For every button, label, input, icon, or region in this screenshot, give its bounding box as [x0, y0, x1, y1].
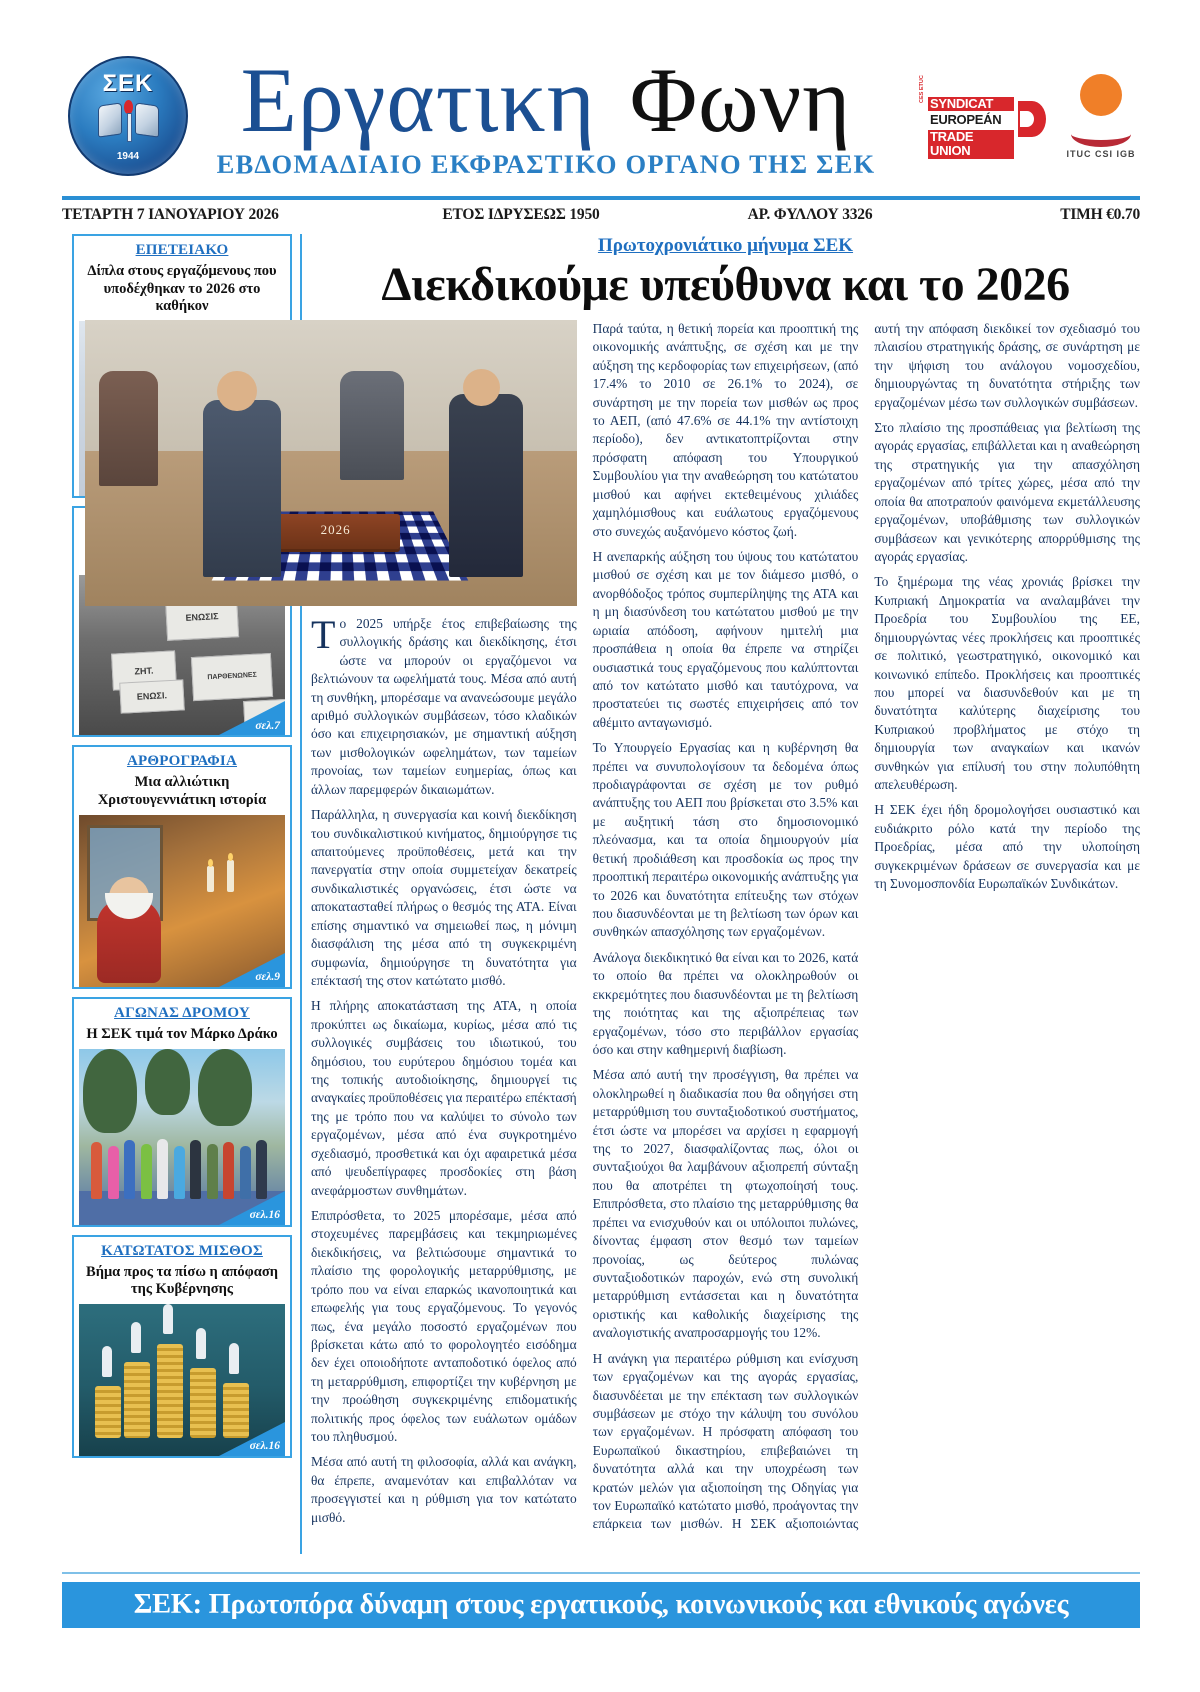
etuc-vertical-label: CES ETUC: [919, 75, 925, 103]
ituc-dot-icon: [1080, 74, 1122, 116]
article-body-columns: [311, 320, 1140, 1542]
article-paragraph: Μέσα από αυτή την προσέγγιση, θα πρέπει να ολοκληρωθεί η διαδικασία που θα οδηγήσει στη μεταρρύθμιση του συνταξιοδοτικού συστήματος, έτσι ώστε να μπορέσει να αρχίσει η εφαρμογή της το 2027, διασφαλίζοντας πως, όλοι οι συνταξιούχοι θα λαμβάνουν αξιοπρεπή σύνταξη που θα αποτρέπει τη φτωχοποίησή τους. Επιπρόσθετα, στο πλαίσιο της μεταρρύθμισης θα πρέπει να ενισχυθούν και οι υπόλοιποι πυλώνες, δίνοντας έμφαση στον θεσμό των ταμείων προνοίας, ως δεύτερος πυλώνας συνταξιοδοτικών παροχών, ενώ στη συνολική μεταρρύθμιση εντάσσεται και η δυνατότητα οριστικής και καθολικής διαχείρισης της αναλογιστικής αναπροσαρμογής του 12%.: [592, 1067, 859, 1341]
christmas-story-illustration: [79, 815, 285, 987]
teaser-card[interactable]: [72, 997, 292, 1227]
article-paragraph: Η ανάγκη για περαιτέρω ρύθμιση και ενίσχυση των εργαζομένων και της αγοράς εργασίας, διασυνδέεται με την επέκταση των συλλογικών συμβάσεων με στόχο την κάλυψη του συνόλου των εργαζομένων. Η πρόσφατη απόφαση του Ευρωπαϊκού δικαστηρίου, επιβεβαιώνει τη δυνατότητα αλλά και την υποχρέωση των κρατών μελών για αξιοποίηση της Οδηγίας για τον Ευρωπαϊκό κατώτατο μισθό, προάγοντας την επάρκεια των μισθών. Η ΣΕΚ αξιοποιώντας αυτή την απόφαση διεκδικεί τον σχεδιασμό του πλαισίου στρατηγικής δράσης, σε συνάρτηση με την ψήφιση του ανάλογου νομοσχεδίου, δημιουργώντας τη δυνατότητα στήριξης των εργαζομένων μέσω των συλλογικών συμβάσεων.: [592, 320, 1140, 1532]
article-paragraph: Παρά ταύτα, η θετική πορεία και προοπτική της οικονομικής ανάπτυξης, σε σχέση και με την αύξηση της κερδοφορίας των επιχειρήσεων, (από 17.4% το 2010 σε 26.1% το 2024), σε συνάρτηση με την πορεία των μισθών ως προς το ΑΕΠ, (από 47.6% σε 44.1% την αντίστοιχη περίοδο), δεν αντικατοπτρίζονται στην πρόσφατη απόφαση του Υπουργικού Συμβουλίου για την αναθεώρηση του κατώτατου μισθού και αφήνει εκτεθειμένους χιλιάδες χαμηλόμισθους και ευάλωτους εργαζόμενους στο συνεχώς αυξανόμενο κόστος ζωή.: [592, 320, 859, 539]
road-race-runners-photo: [79, 1049, 285, 1225]
article-paragraph: Στο πλαίσιο της προσπάθειας για βελτίωση της αγοράς εργασίας, επιβάλλεται και η αναθεώρηση της στρατηγικής για την απασχόληση εργαζομένων από τρίτες χώρες, μέσα από την οποία θα αποτραπούν φαινόμενα εκμετάλλευσης εργαζομένων, υποβάθμισης των συλλογικών συμβάσεων και γενικότερης απορρύθμισης της αγοράς εργασίας.: [874, 420, 1140, 564]
lead-article: [300, 234, 1140, 1554]
article-paragraph: Παράλληλα, η συνεργασία και κοινή διεκδίκηση του συνδικαλιστικού κινήματος, δημιούργησε τις απαιτούμενες προϋποθέσεις, μετά και την πανεργατία στην οποία συμμετείχαν δεκατρείς συνδικαλιστικές οργανώσεις, έτσι ώστε να αποκατασταθεί πλήρως ο θεσμός της ΑΤΑ. Είναι επίσης σημαντικό να σημειωθεί πως, η μόνιμη διασφάλιση της μέσα από τη συγκεκριμένη συμφωνία, δημιούργησε τη δυνατότητα για επέκτασή της στον κατώτατο μισθό.: [311, 807, 577, 988]
issue-founded: ΕΤΟΣ ΙΔΡΥΣΕΩΣ 1950: [442, 206, 600, 223]
slogan-banner: [62, 1582, 1140, 1628]
masthead-rule-thick: [62, 196, 1140, 200]
ituc-logo: [1062, 74, 1140, 159]
enosis-rally-photo: ΕΝΩΣΙΣ ΖΗΤ. ΕΝΩΣΙ. ΠΑΡΘΕΝΩΝΕΣ ΖΗ σελ.7: [79, 575, 285, 735]
article-paragraph: Μέσα από αυτή τη φιλοσοφία, αλλά και ανάγκη, θα έπρεπε, αναμενόταν και επιβαλλόταν να προσεγγιστεί και η ρύθμιση για τον κατώτατο μισθό.: [311, 1454, 577, 1525]
affiliation-logos: [890, 74, 1140, 161]
torch-icon: [124, 100, 133, 140]
masthead-title-block: [196, 48, 890, 180]
article-paragraph: Ανάλογα διεκδικητικό θα είναι και το 2026, κατά το οποίο θα πρέπει να ολοκληρωθούν οι εκκρεμότητες που διασυνδέονται με τη βελτίωση της ποιότητας και της αξιοπρέπειας των εργαζομένων, τόσο στο περιβάλλον εργασίας όσο και στην καθημερινή διαβίωση.: [592, 949, 859, 1057]
coin-stacks-photo: [79, 1304, 285, 1456]
logo-acronym: ΣΕΚ: [102, 69, 154, 97]
issue-date: ΤΕΤΑΡΤΗ 7 ΙΑΝΟΥΑΡΙΟΥ 2026: [62, 206, 279, 223]
etuc-logo: [919, 75, 1046, 159]
slogan-text: ΣΕΚ: Πρωτοπόρα δύναμη στους εργατικούς, κοινωνικούς και εθνικούς αγώνες: [133, 1589, 1069, 1620]
teaser-page-ref: σελ.16: [249, 1209, 280, 1221]
masthead-subtitle: ΕΒΔΟΜΑΔΙΑΙΟ ΕΚΦΡΑΣΤΙΚΟ ΟΡΓΑΝΟ ΤΗΣ ΣΕΚ: [216, 149, 876, 180]
article-overline: Πρωτοχρονιάτικο μήνυμα ΣΕΚ: [597, 235, 854, 256]
teaser-card[interactable]: [72, 1235, 292, 1458]
hand-right-icon: [135, 102, 159, 137]
article-paragraph: Το Υπουργείο Εργασίας και η κυβέρνηση θα πρέπει να συνυπολογίσουν τα δεδομένα όπως προδιαγράφονται σε σχέση με τον ρυθμό ανάπτυξης του ΑΕΠ που βρίσκεται στο 3.5% και με αυξητική τάση στο δημοσιονομικό πλεόνασμα, και τα οποία δημιουργούν μία θετική προδιάθεση και προσδοκία ως προς την προοπτική περαιτέρω οικονομικής ανάπτυξης για το 2026 και δυνατότητα επίτευξης των στόχων που διασυνδέονται με τη βελτίωση των όρων και συνθηκών απασχόλησης των εργαζομένων.: [592, 740, 859, 940]
issue-price: ΤΙΜΗ €0.70: [1060, 206, 1140, 223]
teaser-kicker: ΑΡΘΡΟΓΡΑΦΙΑ: [126, 753, 238, 770]
title-word-ergatiki: Εργατικη: [240, 48, 596, 151]
teaser-headline: Βήμα προς τα πίσω η απόφαση της Κυβέρνησης: [86, 1263, 278, 1298]
issue-info-bar: [62, 203, 1140, 227]
sek-logo: [62, 54, 190, 182]
hand-left-icon: [98, 102, 122, 137]
logo-circle: [68, 56, 188, 176]
etuc-line-2: EUROPEÁN: [928, 113, 1014, 128]
teaser-page-ref: σελ.9: [255, 971, 280, 984]
banner-rule: [62, 1572, 1140, 1574]
teaser-page-ref: σελ.7: [255, 719, 280, 732]
article-paragraph: Η πλήρης αποκατάσταση της ΑΤΑ, η οποία προκύπτει ως δικαίωμα, κυρίως, μέσα από τις συλλογικές συμβάσεις του ιδιωτικού, του δημόσιου, του ευρύτερου δημόσιου τομέα και της τοπικής αυτοδιοίκησης, δημιουργεί τις αναγκαίες προϋποθέσεις για περαιτέρω επέκτασή της με τρόπο που να καλύψει το σύνολο των εργαζομένων, μέσα από ένα συγκροτημένο σχεδιασμό, προσθετικά και όχι αφαιρετικά μέσα από ψευδεπίγραφες προσδοκίες στη βάση ανεφάρμοστων συνθημάτων.: [311, 998, 577, 1198]
teaser-card[interactable]: [72, 745, 292, 988]
clasped-hands-torch-icon: [70, 100, 186, 150]
ituc-label: ITUC CSI IGB: [1066, 149, 1136, 159]
article-paragraph: Επιπρόσθετα, το 2025 μπορέσαμε, μέσα από στοχευμένες παρεμβάσεις και τεκμηριωμένες διεκδικήσεις, να βελτιώσουμε σημαντικά το πλαίσιο της φορολογικής μεταρρύθμισης, με τρόπο που να είναι επαρκώς ικανοποιητικά και επωφελής για τους εργαζόμενους. Το γεγονός πως, ένα μεγάλο ποσοστό εργαζομένων που βρίσκεται κάτω από το φορολογητέο εισόδημα δεν έχει οποιοδήποτε ανταποδοτικό όφελος από τη μεταρρύθμιση, επιφορτίζει την κυβέρνηση με την προώθηση συγκεκριμένης επιδοματικής πολιτικής προς όφελος των ευάλωτων ομάδων του πληθυσμού.: [311, 1207, 577, 1445]
logo-founding-year: 1944: [116, 150, 140, 162]
sek-new-year-cake-event-photo: [85, 320, 577, 606]
teaser-headline: Η ΣΕΚ τιμά τον Μάρκο Δράκο: [86, 1025, 278, 1042]
article-paragraph: Η ΣΕΚ έχει ήδη δρομολογήσει ουσιαστικό και ευδιάκριτο ρόλο κατά την περίοδο της Προεδρίας, μέσα από την υλοποίηση συγκεκριμένων δράσεων σε συνεργασία και με τη Συνομοσπονδία Ευρωπαϊκών Συνδικάτων.: [874, 802, 1140, 892]
issue-number: ΑΡ. ΦΥΛΛΟΥ 3326: [747, 206, 873, 223]
teaser-headline: Μια αλλιώτικη Χριστουγεννιάτικη ιστορία: [97, 774, 267, 809]
article-headline: Διεκδικούμε υπεύθυνα και το 2026: [381, 258, 1070, 311]
etuc-line-3: TRADE UNION: [928, 130, 1014, 159]
article-paragraph: Το 2025 υπήρξε έτος επιβεβαίωσης της συλλογικής δράσης και διεκδίκησης, έτσι ώστε να μπορούν οι εργαζόμενοι να βελτιώνουν τα ωφελήματά τους. Μέσα από αυτή τη συνθήκη, μπορέσαμε να ανανεώσουμε μεγάλο αριθμό συλλογικών συμβάσεων, τόσο κλαδικών όσο και επιχειρησιακών, με σημαντική αύξηση των μισθολογικών ωφελημάτων, των ταμείων προνοίας, των ταμείων ευημερίας, όπως και άλλων παρεμφερών δικαιωμάτων.: [311, 611, 577, 797]
article-paragraph: Η ανεπαρκής αύξηση του ύψους του κατώτατου μισθού σε σχέση και με τον διάμεσο μισθό, ο ανορθόδοξος τρόπος συμπερίληψης της ΑΤΑ και η μη διασύνδεση του κατώτατου μισθού με την ωριαία απόδοση, αφήνουν ημιτελή μια προσπάθεια η οποία θα έπρεπε να στηρίζει ουσιαστικά τους εργαζόμενους που καλύπτονται από τον κατώτατο μισθό και ταυτόχρονα, να προστατεύει τις σωστές επιχειρήσεις από τον αθέμιτο ανταγωνισμό.: [592, 548, 859, 730]
masthead: [62, 40, 1140, 195]
teaser-kicker: ΑΓΩΝΑΣ ΔΡΟΜΟΥ: [114, 1004, 250, 1021]
page-title: [202, 48, 890, 151]
article-paragraph: Το ξημέρωμα της νέας χρονιάς βρίσκει την Κυπριακή Δημοκρατία να αναλαμβάνει την Προεδρία του Συμβουλίου της ΕΕ, δημιουργώντας νέες προκλήσεις και προοπτικές σε πολιτικό, γεωστρατηγικό, οικονομικό και κοινωνικό επίπεδο. Προκλήσεις και προοπτικές που μπορεί να διασυνδεθούν και με τη δυνατότητα καλύτερης διαχείρισης του Κυπριακού προβλήματος με στόχο τη δημιουργία των αναγκαίων και ικανών συνθηκών για επίλυσή του στην πολυπόθητη απελευθέρωση.: [874, 574, 1140, 793]
teaser-kicker: ΚΑΤΩΤΑΤΟΣ ΜΙΣΘΟΣ: [101, 1242, 263, 1259]
title-word-foni: Φωνη: [629, 48, 852, 151]
etuc-line-1: SYNDICAT: [928, 97, 1014, 112]
teaser-page-ref: σελ.16: [249, 1440, 280, 1453]
teaser-kicker: ΕΠΕΤΕΙΑΚΟ: [135, 242, 229, 258]
cake-with-year-text: [272, 514, 400, 548]
teaser-headline: Δίπλα στους εργαζόμενους που υποδέχθηκαν το 2026 στο καθήκον: [87, 263, 277, 315]
etuc-swoosh-icon: [1018, 101, 1046, 137]
ituc-smile-icon: [1071, 118, 1131, 147]
